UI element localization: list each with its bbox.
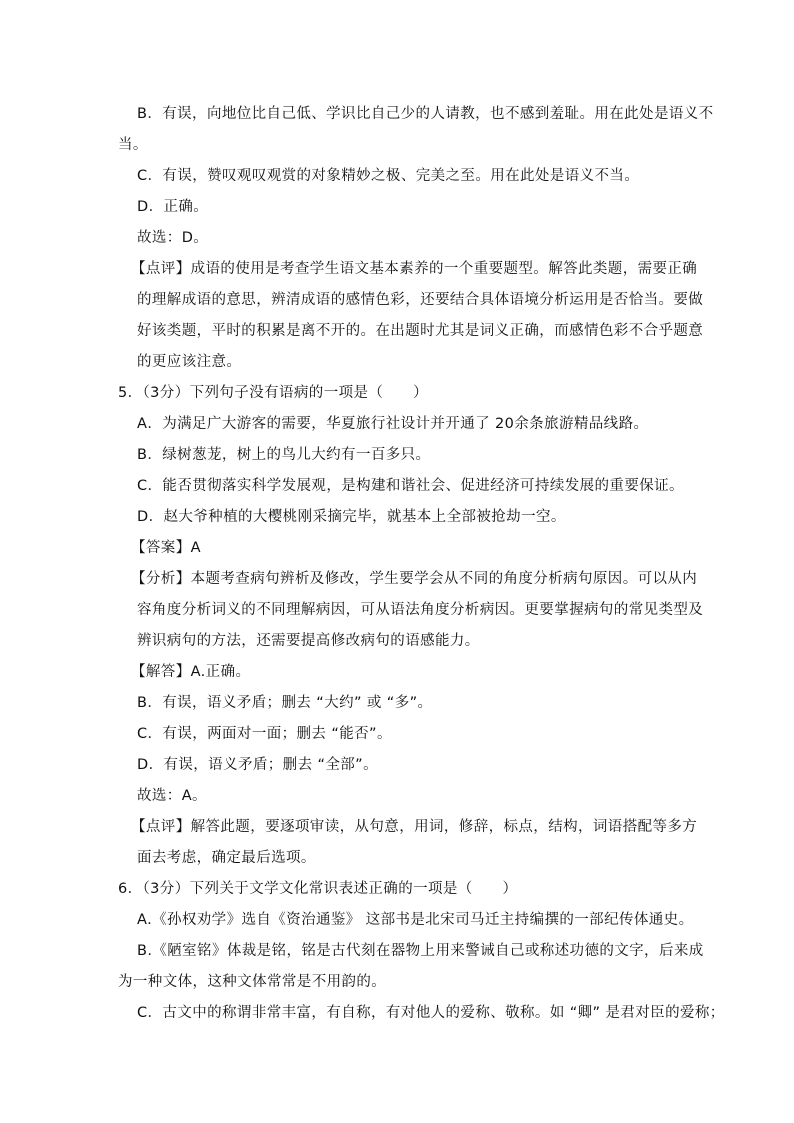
q5-comment-line1: 【点评】解答此题，要逐项审读，从句意，用词，修辞，标点，结构，词语搭配等多方 [131, 819, 698, 835]
q5-analysis-line3: 辨识病句的方法，还需要提高修改病句的语感能力。 [137, 633, 480, 649]
q4-option-b-line1: B．有误，向地位比自己低、学识比自己少的人请教，也不感到羞耻。用在此处是语义不 [137, 106, 714, 122]
q4-comment-line2: 的理解成语的意思，辨清成语的感情色彩，还要结合具体语境分析运用是否恰当。要做 [137, 292, 704, 308]
q5-analysis-line2: 容角度分析词义的不同理解病因，可从语法角度分析病因。更要掌握病句的常见类型及 [137, 602, 704, 618]
q5-comment-line2: 面去考虑，确定最后选项。 [137, 850, 316, 866]
q5-option-a: A．为满足广大游客的需要，华夏旅行社设计并开通了 20余条旅游精品线路。 [137, 416, 649, 432]
q5-analysis-line1: 【分析】本题考查病句辨析及修改，学生要学会从不同的角度分析病句原因。可以从内 [131, 571, 698, 587]
q4-option-d: D．正确。 [137, 199, 209, 215]
q4-option-b-line2: 当。 [118, 137, 148, 153]
q5-solution-c: C．有误，两面对一面；删去 “能否”。 [137, 726, 392, 742]
q5-solution-b: B．有误，语义矛盾；删去 “大约” 或 “多”。 [137, 695, 433, 711]
q5-option-c: C．能否贯彻落实科学发展观，是构建和谐社会、促进经济可持续发展的重要保证。 [137, 478, 684, 494]
q5-answer: 【答案】A [131, 540, 201, 556]
q6-option-a: A.《孙权劝学》选自《资治通鉴》 这部书是北宋司马迁主持编撰的一部纪传体通史。 [137, 912, 694, 928]
q5-stem: 5．（3分）下列句子没有语病的一项是（ ） [118, 385, 428, 401]
q4-comment-line4: 的更应该注意。 [137, 354, 242, 370]
q5-choice: 故选：A。 [137, 788, 207, 804]
q6-option-c: C．古文中的称谓非常丰富，有自称，有对他人的爱称、敬称。如 “卿” 是君对臣的爱称； [137, 1005, 725, 1021]
q4-choice: 故选：D。 [137, 230, 209, 246]
q6-option-b-line2: 为一种文体，这种文体常常是不用韵的。 [118, 974, 387, 990]
q5-option-d: D．赵大爷种植的大樱桃刚采摘完毕，就基本上全部被抢劫一空。 [137, 509, 566, 525]
q4-option-c: C．有误，赞叹观叹观赏的对象精妙之极、完美之至。用在此处是语义不当。 [137, 168, 640, 184]
q4-comment-line1: 【点评】成语的使用是考查学生语文基本素养的一个重要题型。解答此类题，需要正确 [131, 261, 698, 277]
q6-stem: 6．（3分）下列关于文学文化常识表述正确的一项是（ ） [118, 881, 518, 897]
q4-comment-line3: 好该类题，平时的积累是离不开的。在出题时尤其是词义正确，而感情色彩不合乎题意 [137, 323, 704, 339]
q6-option-b-line1: B.《陋室铭》体裁是铭，铭是古代刻在器物上用来警诫自己或称述功德的文字，后来成 [137, 943, 704, 959]
q5-solution-d: D．有误，语义矛盾；删去 “全部”。 [137, 757, 378, 773]
q5-solution: 【解答】A.正确。 [131, 664, 251, 680]
q5-option-b: B．绿树葱茏，树上的鸟儿大约有一百多只。 [137, 447, 431, 463]
